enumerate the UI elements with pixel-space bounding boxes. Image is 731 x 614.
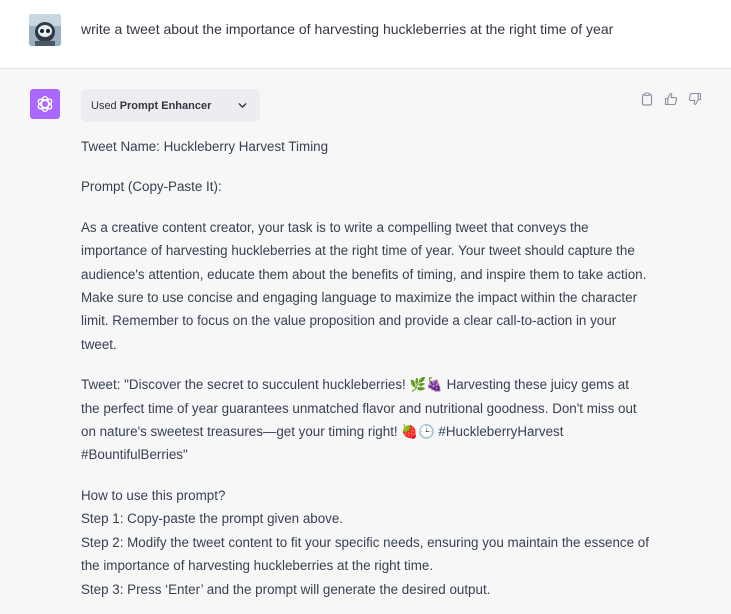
clipboard-icon (640, 92, 654, 106)
how-to-section (81, 484, 651, 601)
tweet-name: Tweet Name: Huckleberry Harvest Timing (81, 139, 329, 154)
thumbs-up-icon (664, 92, 678, 106)
step-2: Step 2: Modify the tweet content to fit your specific needs, ensuring you maintain the essence of the importance of harvesting huckleberries at the right time. (81, 534, 649, 574)
tweet-text: Tweet: "Discover the secret to succulent huckleberries! 🌿🍇 Harvesting these juicy gems at the perfect time of year guarantees unmatched flavor and nutritional goodness. Don't miss out on nature's sweetest treasures—get your timing right! 🍓🕒 #HuckleberryHarvest #BountifulBerries" (81, 377, 637, 463)
openai-logo-icon (35, 94, 55, 114)
step-3: Step 3: Press ‘Enter’ and the prompt will generate the desired output. (81, 581, 491, 597)
thumbs-up-button[interactable] (663, 91, 679, 107)
how-to-heading: How to use this prompt? (81, 487, 226, 503)
step-1: Step 1: Copy-paste the prompt given above. (81, 511, 344, 527)
assistant-message-content (81, 135, 651, 601)
plugin-used-label: Used (91, 99, 117, 112)
user-avatar-robot-icon (29, 14, 61, 46)
thumbs-down-button[interactable] (687, 91, 703, 107)
assistant-avatar (30, 89, 60, 119)
prompt-body: As a creative content creator, your task is to write a compelling tweet that conveys the importance of harvesting huckleberries at the right time of year. Your tweet should capture the audience's attention, educate them about the benefits of timing, and inspire them to take action. Make sure to use concise and engaging language to maximize the impact within the character limit. Remember to focus on the value proposition and provide a clear call-to-action in your tweet. (81, 219, 647, 352)
plugin-name: Prompt Enhancer (119, 99, 212, 112)
user-message-text: write a tweet about the importance of harvesting huckleberries at the right time of year (81, 21, 614, 37)
copy-button[interactable] (639, 91, 655, 107)
plugin-used-dropdown[interactable] (81, 89, 260, 122)
chevron-down-icon (237, 100, 248, 111)
assistant-message-row (0, 69, 731, 614)
thumbs-down-icon (688, 92, 702, 106)
prompt-heading: Prompt (Copy-Paste It): (81, 179, 222, 195)
message-actions (639, 91, 703, 107)
user-avatar (29, 14, 61, 46)
user-message-row (0, 0, 731, 69)
